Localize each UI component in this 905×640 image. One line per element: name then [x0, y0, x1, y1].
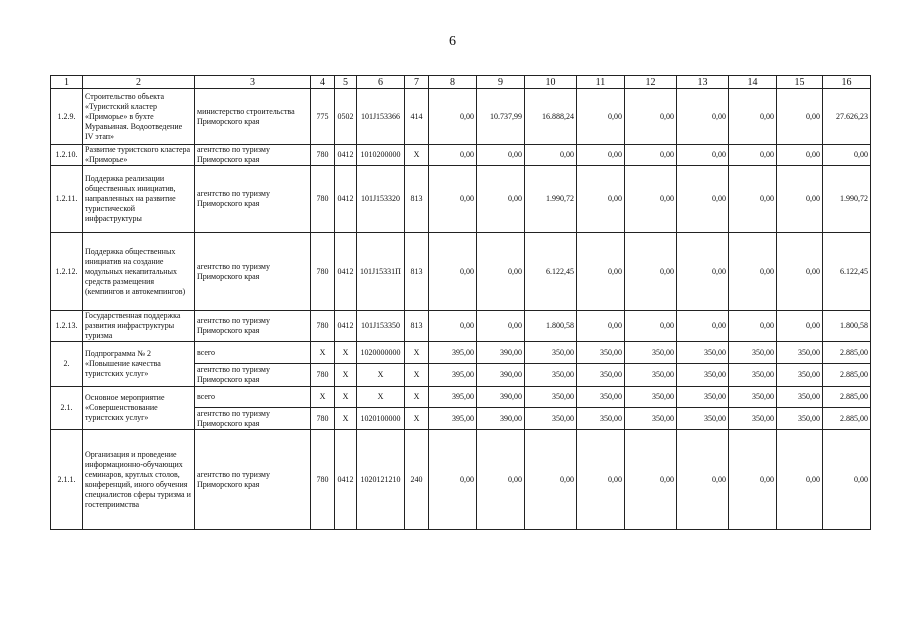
row-value: 0,00 [625, 145, 677, 166]
column-header: 4 [311, 76, 335, 89]
row-value: 0,00 [677, 233, 729, 311]
row-value: 350,00 [525, 342, 577, 364]
row-value: 0,00 [729, 89, 777, 145]
row-organization: агентство по туризму Приморского края [195, 166, 311, 233]
row-value: 395,00 [429, 387, 477, 408]
row-value: 1.990,72 [525, 166, 577, 233]
row-code-4: 780 [311, 233, 335, 311]
row-value: 0,00 [777, 311, 823, 342]
row-value: 16.888,24 [525, 89, 577, 145]
row-name: Государственная поддержка развития инфраструктуры туризма [83, 311, 195, 342]
table-row [51, 233, 871, 311]
row-code-7: X [405, 408, 429, 430]
row-code-7: X [405, 364, 429, 387]
row-code-5: 0412 [335, 311, 357, 342]
row-value: 0,00 [677, 430, 729, 530]
row-value: 1.990,72 [823, 166, 871, 233]
row-value: 0,00 [729, 430, 777, 530]
column-header: 11 [577, 76, 625, 89]
row-name: Строительство объекта «Туристский кластер «Приморье» в бухте Муравьиная. Водоотведение IV этап» [83, 89, 195, 145]
row-code-5: X [335, 387, 357, 408]
row-value: 0,00 [677, 89, 729, 145]
row-value: 395,00 [429, 342, 477, 364]
row-value: 0,00 [677, 145, 729, 166]
row-code-4: 780 [311, 364, 335, 387]
row-value: 0,00 [525, 145, 577, 166]
row-organization: министерство строительства Приморского края [195, 89, 311, 145]
column-header: 5 [335, 76, 357, 89]
row-value: 390,00 [477, 408, 525, 430]
row-organization: агентство по туризму Приморского края [195, 145, 311, 166]
row-value: 0,00 [729, 311, 777, 342]
row-value: 0,00 [625, 430, 677, 530]
row-code-6: 1020121210 [357, 430, 405, 530]
row-value: 350,00 [729, 364, 777, 387]
row-value: 350,00 [577, 364, 625, 387]
row-value: 0,00 [823, 145, 871, 166]
row-value: 0,00 [777, 430, 823, 530]
row-number: 2.1.1. [51, 430, 83, 530]
row-value: 0,00 [625, 166, 677, 233]
row-code-4: 780 [311, 430, 335, 530]
row-value: 0,00 [577, 311, 625, 342]
row-value: 350,00 [677, 342, 729, 364]
row-code-6: 1010200000 [357, 145, 405, 166]
row-value: 1.800,58 [525, 311, 577, 342]
row-value: 0,00 [429, 166, 477, 233]
row-organization: агентство по туризму Приморского края [195, 311, 311, 342]
row-code-5: 0412 [335, 145, 357, 166]
row-code-7: X [405, 145, 429, 166]
column-header: 6 [357, 76, 405, 89]
row-code-7: 414 [405, 89, 429, 145]
row-value: 350,00 [625, 342, 677, 364]
row-value: 0,00 [429, 145, 477, 166]
row-value: 350,00 [525, 364, 577, 387]
row-code-5: X [335, 364, 357, 387]
row-code-5: X [335, 342, 357, 364]
row-code-6: 1020100000 [357, 408, 405, 430]
column-header: 9 [477, 76, 525, 89]
row-code-5: X [335, 408, 357, 430]
row-code-4: 780 [311, 145, 335, 166]
row-value: 0,00 [477, 233, 525, 311]
row-number: 1.2.10. [51, 145, 83, 166]
row-value: 390,00 [477, 342, 525, 364]
row-organization: агентство по туризму Приморского края [195, 233, 311, 311]
row-code-7: 240 [405, 430, 429, 530]
row-code-7: X [405, 387, 429, 408]
row-value: 0,00 [577, 166, 625, 233]
row-value: 350,00 [677, 364, 729, 387]
row-value: 0,00 [477, 311, 525, 342]
row-code-6: 1020000000 [357, 342, 405, 364]
row-value: 2.885,00 [823, 408, 871, 430]
row-code-5: 0502 [335, 89, 357, 145]
row-value: 0,00 [525, 430, 577, 530]
row-value: 0,00 [477, 166, 525, 233]
row-number: 2. [51, 342, 83, 387]
row-name: Организация и проведение информационно-обучающих семинаров, круглых столов, конференций, иного обучения специалистов сферы туризма и гостеприимства [83, 430, 195, 530]
row-organization: агентство по туризму Приморского края [195, 430, 311, 530]
row-value: 350,00 [577, 387, 625, 408]
row-value: 0,00 [625, 89, 677, 145]
row-organization: всего [195, 342, 311, 364]
row-value: 350,00 [777, 408, 823, 430]
row-code-6: 101J153350 [357, 311, 405, 342]
column-header: 3 [195, 76, 311, 89]
row-value: 2.885,00 [823, 342, 871, 364]
table-row [51, 166, 871, 233]
row-value: 0,00 [625, 311, 677, 342]
row-code-4: 775 [311, 89, 335, 145]
row-value: 350,00 [777, 342, 823, 364]
row-value: 6.122,45 [525, 233, 577, 311]
row-value: 350,00 [525, 387, 577, 408]
row-value: 395,00 [429, 364, 477, 387]
row-code-5: 0412 [335, 430, 357, 530]
column-header: 10 [525, 76, 577, 89]
column-header: 16 [823, 76, 871, 89]
row-organization: агентство по туризму Приморского края [195, 364, 311, 387]
row-code-5: 0412 [335, 166, 357, 233]
row-organization: агентство по туризму Приморского края [195, 408, 311, 430]
row-value: 0,00 [625, 233, 677, 311]
header-row [51, 76, 871, 89]
row-value: 10.737,99 [477, 89, 525, 145]
row-code-4: 780 [311, 166, 335, 233]
row-name: Подпрограмма № 2 «Повышение качества туристских услуг» [83, 342, 195, 387]
row-value: 390,00 [477, 364, 525, 387]
row-value: 0,00 [729, 233, 777, 311]
row-value: 0,00 [477, 430, 525, 530]
row-code-4: X [311, 387, 335, 408]
row-value: 0,00 [777, 145, 823, 166]
column-header: 13 [677, 76, 729, 89]
row-code-6: 101J153320 [357, 166, 405, 233]
table-row [51, 89, 871, 145]
column-header: 15 [777, 76, 823, 89]
row-name: Поддержка общественных инициатив на создание модульных некапитальных средств размещения (кемпингов и автокемпингов) [83, 233, 195, 311]
table-row [51, 342, 871, 364]
row-number: 1.2.13. [51, 311, 83, 342]
row-value: 0,00 [729, 145, 777, 166]
table-row [51, 311, 871, 342]
row-value: 350,00 [625, 364, 677, 387]
row-value: 0,00 [477, 145, 525, 166]
budget-table [50, 75, 871, 530]
row-value: 0,00 [777, 166, 823, 233]
row-code-6: 101J153366 [357, 89, 405, 145]
row-value: 350,00 [729, 387, 777, 408]
row-value: 350,00 [777, 387, 823, 408]
column-header: 7 [405, 76, 429, 89]
row-value: 350,00 [729, 342, 777, 364]
row-value: 2.885,00 [823, 364, 871, 387]
row-value: 2.885,00 [823, 387, 871, 408]
row-code-6: X [357, 364, 405, 387]
column-header: 8 [429, 76, 477, 89]
row-code-4: 780 [311, 408, 335, 430]
row-value: 0,00 [823, 430, 871, 530]
row-organization: всего [195, 387, 311, 408]
row-number: 1.2.9. [51, 89, 83, 145]
row-value: 0,00 [777, 89, 823, 145]
row-value: 0,00 [677, 311, 729, 342]
row-value: 1.800,58 [823, 311, 871, 342]
column-header: 2 [83, 76, 195, 89]
row-value: 0,00 [729, 166, 777, 233]
row-value: 0,00 [429, 430, 477, 530]
column-header: 14 [729, 76, 777, 89]
row-value: 0,00 [429, 233, 477, 311]
table-row [51, 387, 871, 408]
row-code-7: X [405, 342, 429, 364]
row-value: 0,00 [577, 145, 625, 166]
row-code-7: 813 [405, 233, 429, 311]
column-header: 12 [625, 76, 677, 89]
row-name: Развитие туристского кластера «Приморье» [83, 145, 195, 166]
row-code-7: 813 [405, 311, 429, 342]
row-value: 0,00 [429, 311, 477, 342]
row-value: 0,00 [677, 166, 729, 233]
row-code-5: 0412 [335, 233, 357, 311]
row-value: 0,00 [429, 89, 477, 145]
row-value: 0,00 [577, 89, 625, 145]
row-name: Поддержка реализации общественных инициатив, направленных на развитие туристической инфраструктуры [83, 166, 195, 233]
row-value: 0,00 [777, 233, 823, 311]
row-value: 350,00 [577, 342, 625, 364]
row-value: 350,00 [625, 408, 677, 430]
table-row [51, 145, 871, 166]
table-row [51, 430, 871, 530]
row-value: 27.626,23 [823, 89, 871, 145]
row-value: 395,00 [429, 408, 477, 430]
row-code-7: 813 [405, 166, 429, 233]
row-number: 2.1. [51, 387, 83, 430]
row-value: 0,00 [577, 233, 625, 311]
row-value: 390,00 [477, 387, 525, 408]
column-header: 1 [51, 76, 83, 89]
page-number: 6 [449, 34, 456, 49]
row-name: Основное мероприятие «Совершенствование туристских услуг» [83, 387, 195, 430]
row-code-6: X [357, 387, 405, 408]
row-value: 350,00 [677, 387, 729, 408]
row-value: 350,00 [729, 408, 777, 430]
row-value: 0,00 [577, 430, 625, 530]
row-value: 350,00 [777, 364, 823, 387]
row-code-4: X [311, 342, 335, 364]
row-value: 350,00 [525, 408, 577, 430]
row-code-6: 101J15331П [357, 233, 405, 311]
row-value: 350,00 [577, 408, 625, 430]
row-number: 1.2.11. [51, 166, 83, 233]
row-value: 350,00 [677, 408, 729, 430]
row-number: 1.2.12. [51, 233, 83, 311]
row-code-4: 780 [311, 311, 335, 342]
row-value: 6.122,45 [823, 233, 871, 311]
row-value: 350,00 [625, 387, 677, 408]
